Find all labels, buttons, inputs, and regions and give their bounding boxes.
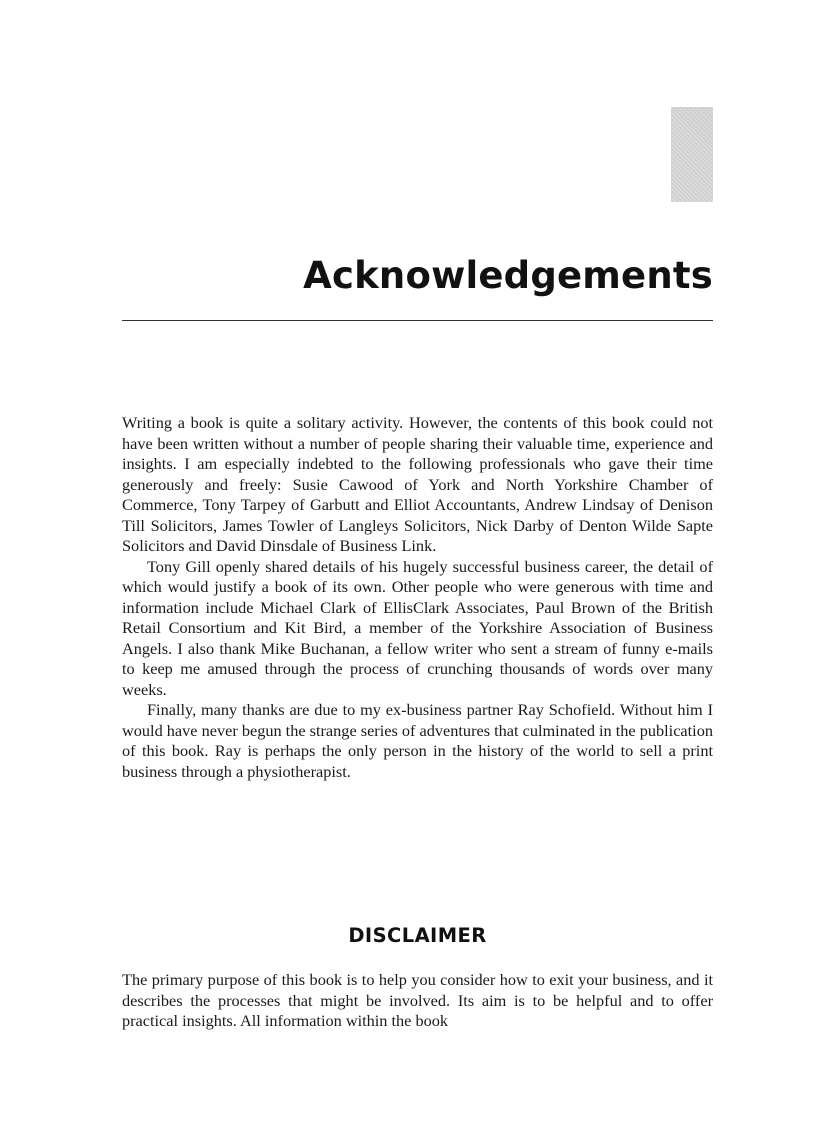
disclaimer-heading: DISCLAIMER (348, 924, 487, 947)
disclaimer-body (122, 970, 713, 1032)
ack-paragraph-3: Finally, many thanks are due to my ex-business partner Ray Schofield. Without him I would have never begun the strange series of adventures that culminated in the publication of this book. Ray is perhaps the only person in the history of the world to sell a print business through a physiotherapist. (122, 700, 713, 781)
page-title: Acknowledgements (303, 254, 713, 297)
ack-paragraph-2: Tony Gill openly shared details of his hugely successful business career, the detail of which would justify a book of its own. Other people who were generous with time and information include Michael Clark of EllisClark Associates, Paul Brown of the British Retail Consortium and Kit Bird, a member of the Yorkshire Association of Business Angels. I also thank Mike Buchanan, a fellow writer who sent a stream of funny e-mails to keep me amused through the process of crunching thousands of words over many weeks. (122, 556, 713, 699)
disclaimer-paragraph-1: The primary purpose of this book is to help you consider how to exit your business, and it describes the processes that might be involved. Its aim is to be helpful and to offer practical insights. All information within the book (122, 970, 713, 1030)
title-divider (122, 320, 713, 321)
acknowledgements-body (122, 413, 713, 782)
ack-paragraph-1: Writing a book is quite a solitary activity. However, the contents of this book could not have been written without a number of people sharing their valuable time, experience and insights. I am especially indebted to the following professionals who gave their time generously and freely: Susie Cawood of York and North Yorkshire Chamber of Commerce, Tony Tarpey of Garbutt and Elliot Accountants, Andrew Lindsay of Denison Till Solicitors, James Towler of Langleys Solicitors, Nick Darby of Denton Wilde Sapte Solicitors and David Dinsdale of Business Link. (122, 413, 713, 555)
chapter-tab-marker (671, 107, 713, 202)
